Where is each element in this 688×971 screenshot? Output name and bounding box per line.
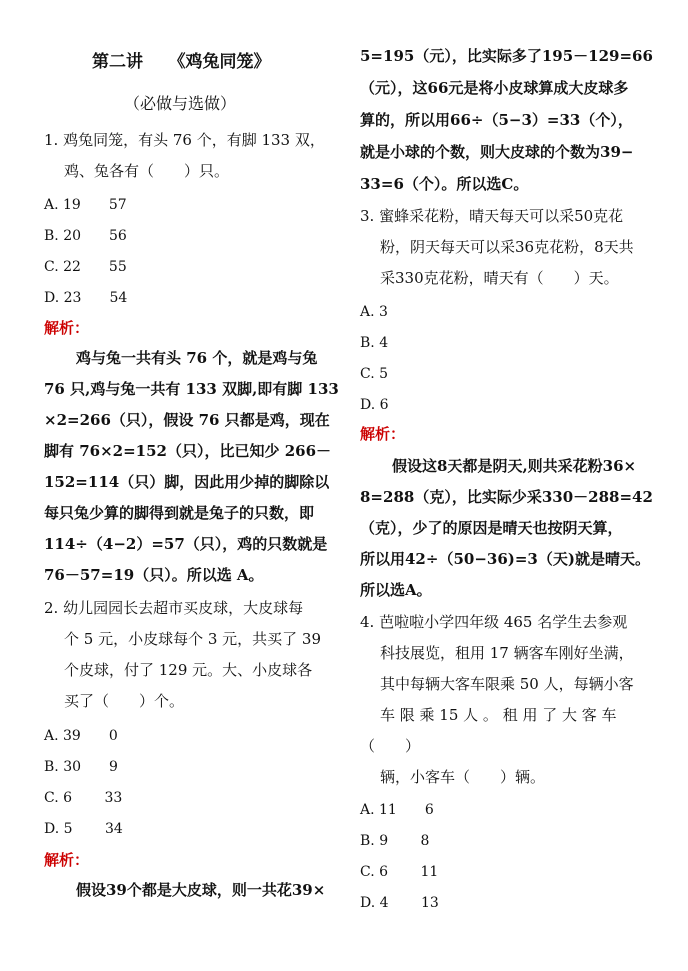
q1-analysis-line-5: 152=114（只）脚，因此用少掉的脚除以 [44,473,330,491]
q4-option-a: A. 11 6 [360,802,434,818]
q2-line-2: 个 5 元，小皮球每个 3 元，共买了 39 [64,630,322,648]
q2-line-3: 个皮球，付了 129 元。大、小皮球各 [64,661,313,679]
page-subtitle: （必做与选做） [124,94,237,113]
q2-analysis-line-5: 就是小球的个数，则大皮球的个数为39− [360,143,634,161]
q4-line-2: 科技展览，租用 17 辆客车刚好坐满， [380,644,634,662]
q4-option-d: D. 4 13 [360,895,439,911]
q1-analysis-line-7: 114÷（4−2）=57（只），鸡的只数就是 [44,535,328,553]
q1-analysis-line-8: 76－57=19（只）。所以选 A。 [44,566,264,584]
q4-line-4: 车 限 乘 15 人 。 租 用 了 大 客 车 [380,706,617,724]
q3-line-1: 3. 蜜蜂采花粉，晴天每天可以采50克花 [360,207,624,225]
q2-line-1: 2. 幼儿园园长去超市买皮球，大皮球每 [44,599,304,617]
q1-analysis-line-4: 脚有 76×2=152（只），比已知少 266－ [44,442,332,460]
q1-analysis-line-2: 76 只,鸡与兔一共有 133 双脚,即有脚 133 [44,380,339,398]
q4-line-3: 其中每辆大客车限乘 50 人，每辆小客 [380,675,634,693]
q4-line-6: 辆，小客车（ ）辆。 [380,768,546,786]
q1-option-b: B. 20 56 [44,228,127,244]
q1-option-d: D. 23 54 [44,290,128,306]
q2-option-d: D. 5 34 [44,821,123,837]
q3-option-a: A. 3 [360,304,388,320]
q2-option-b: B. 30 9 [44,759,118,775]
q2-analysis-line-3: （元），这66元是将小皮球算成大皮球多 [360,79,629,97]
q3-option-b: B. 4 [360,335,389,351]
q1-option-a: A. 19 57 [44,197,127,213]
q3-option-c: C. 5 [360,366,389,382]
q2-analysis-line-4: 算的，所以用66÷（5−3）=33（个）， [360,111,633,129]
q4-line-1: 4. 芭啦啦小学四年级 465 名学生去参观 [360,613,628,631]
q3-analysis-line-3: （克），少了的原因是晴天也按阴天算， [360,519,623,537]
q1-line-1: 1. 鸡兔同笼，有头 76 个，有脚 133 双， [44,131,325,149]
q3-analysis-line-5: 所以选A。 [360,581,432,599]
q4-line-5: （ ） [360,737,421,755]
q3-line-2: 粉，阴天每天可以采36克花粉，8天共 [380,238,634,256]
q2-analysis-line-1: 假设39个都是大皮球，则一共花39× [76,881,326,899]
q2-analysis-line-2: 5=195（元），比实际多了195－129=66 [360,47,653,65]
q3-analysis-label: 解析： [360,425,406,443]
q2-analysis-line-6: 33=6（个）。所以选C。 [360,175,529,193]
q1-analysis-line-3: ×2=266（只），假设 76 只都是鸡，现在 [44,411,330,429]
q1-option-c: C. 22 55 [44,259,127,275]
page-title: 第二讲 《鸡兔同笼》 [92,52,271,72]
q1-analysis-label: 解析： [44,319,90,337]
q4-option-b: B. 9 8 [360,833,430,849]
q1-analysis-line-6: 每只兔少算的脚得到就是兔子的只数，即 [44,504,315,522]
q2-option-c: C. 6 33 [44,790,123,806]
q4-option-c: C. 6 11 [360,864,439,880]
q2-line-4: 买了（ ）个。 [64,692,185,710]
q3-option-d: D. 6 [360,397,389,413]
q3-analysis-line-1: 假设这8天都是阴天,则共采花粉36× [392,457,637,475]
q2-option-a: A. 39 0 [44,728,118,744]
q3-analysis-line-2: 8=288（克），比实际少采330－288=42 [360,488,653,506]
q3-line-3: 采330克花粉，晴天有（ ）天。 [380,269,619,287]
q1-analysis-line-1: 鸡与兔一共有头 76 个，就是鸡与兔 [76,349,318,367]
q3-analysis-line-4: 所以用42÷（50−36)=3（天)就是晴天。 [360,550,650,568]
q2-analysis-label: 解析： [44,851,90,869]
q1-line-2: 鸡、兔各有（ ）只。 [64,162,230,180]
